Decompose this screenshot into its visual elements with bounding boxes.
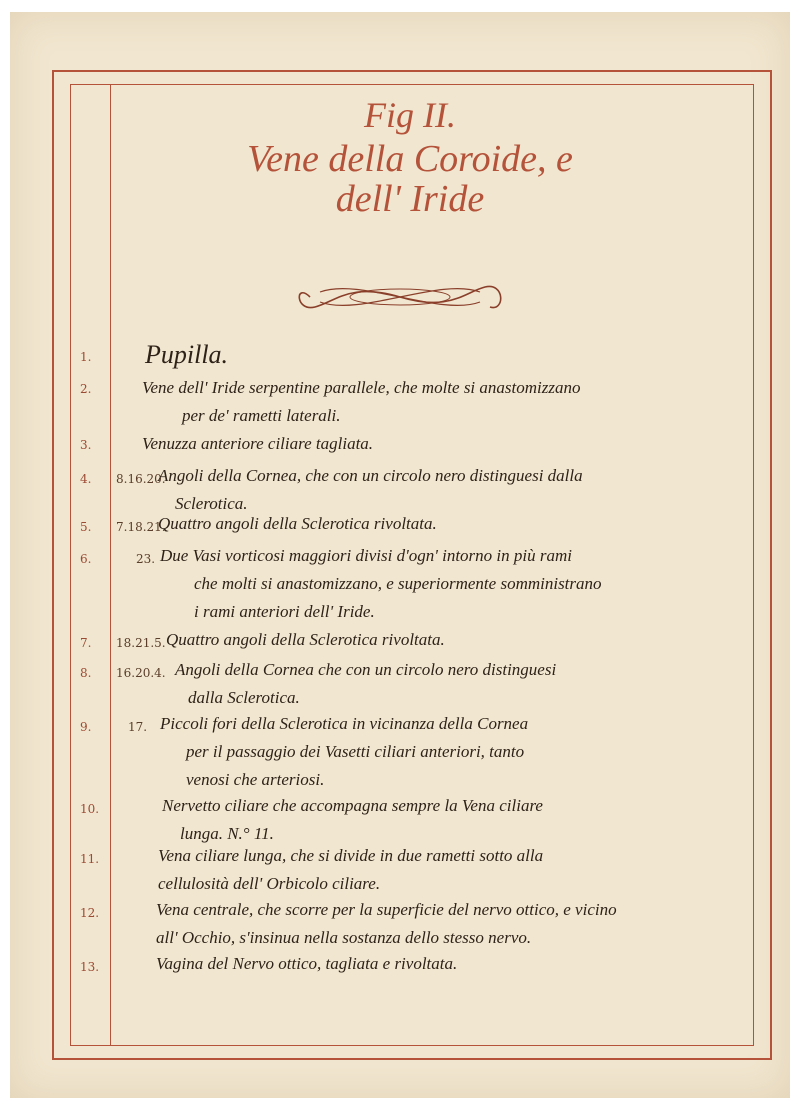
flourish-ornament [290,272,510,322]
entry-number: 2. [80,382,92,396]
entry-number: 11. [80,852,100,866]
entry-text: Due Vasi vorticosi maggiori divisi d'ogn' intorno in più rami [160,546,572,565]
entry-text: Vene dell' Iride serpentine parallele, che molte si anastomizzano [142,378,581,397]
entry-text: Angoli della Cornea che con un circolo nero distinguesi [175,660,557,679]
entry-number: 7. [80,636,92,650]
manuscript-page [10,12,790,1098]
entry-text: che molti si anastomizzano, e superiormente somministrano [194,574,602,593]
entry-text: Nervetto ciliare che accompagna sempre la Vena ciliare [162,796,543,815]
entry-text: i rami anteriori dell' Iride. [194,602,375,621]
title-line-1: Vene della Coroide, e [247,138,573,180]
entry-text: Venuzza anteriore ciliare tagliata. [142,434,374,453]
entry-text: all' Occhio, s'insinua nella sostanza dello stesso nervo. [156,928,532,947]
entry-number: 13. [80,960,100,974]
entry-text: Quattro angoli della Sclerotica rivoltata. [158,514,437,533]
cross-reference: 23. [136,552,156,566]
margin-rule [110,84,111,1046]
entry-text: Angoli della Cornea, che con un circolo nero distinguesi dalla [158,466,583,485]
entry-text: Vena centrale, che scorre per la superficie del nervo ottico, e vicino [156,900,617,919]
entry-text: Quattro angoli della Sclerotica rivoltata. [166,630,445,649]
entry-text: per il passaggio dei Vasetti ciliari anteriori, tanto [186,742,525,761]
entry-text: dalla Sclerotica. [188,688,300,707]
entry-number: 1. [80,350,92,364]
entry-text: Pupilla. [145,340,229,369]
entry-text: venosi che arteriosi. [186,770,325,789]
cross-reference: 17. [128,720,148,734]
entry-text: Vena ciliare lunga, che si divide in due rametti sotto alla [158,846,544,865]
title-line-2: dell' Iride [335,178,485,220]
entry-text: lunga. N.° 11. [180,824,274,843]
entry-number: 4. [80,472,92,486]
entry-text: Piccoli fori della Sclerotica in vicinanza della Cornea [160,714,529,733]
entry-text: per de' rametti laterali. [182,406,341,425]
entry-number: 8. [80,666,92,680]
entry-text: cellulosità dell' Orbicolo ciliare. [158,874,381,893]
entry-number: 5. [80,520,92,534]
entry-number: 10. [80,802,100,816]
entry-number: 12. [80,906,100,920]
entry-text: Vagina del Nervo ottico, tagliata e rivoltata. [156,954,458,973]
entry-number: 9. [80,720,92,734]
cross-reference: 16.20.4. [116,666,166,680]
cross-reference: 8.16.20. [116,472,166,486]
entry-number: 3. [80,438,92,452]
cross-reference: 7.18.21. [116,520,166,534]
entry-text: Sclerotica. [175,494,248,513]
cross-reference: 18.21.5. [116,636,166,650]
figure-title: Fig II. [364,95,456,135]
entry-number: 6. [80,552,92,566]
